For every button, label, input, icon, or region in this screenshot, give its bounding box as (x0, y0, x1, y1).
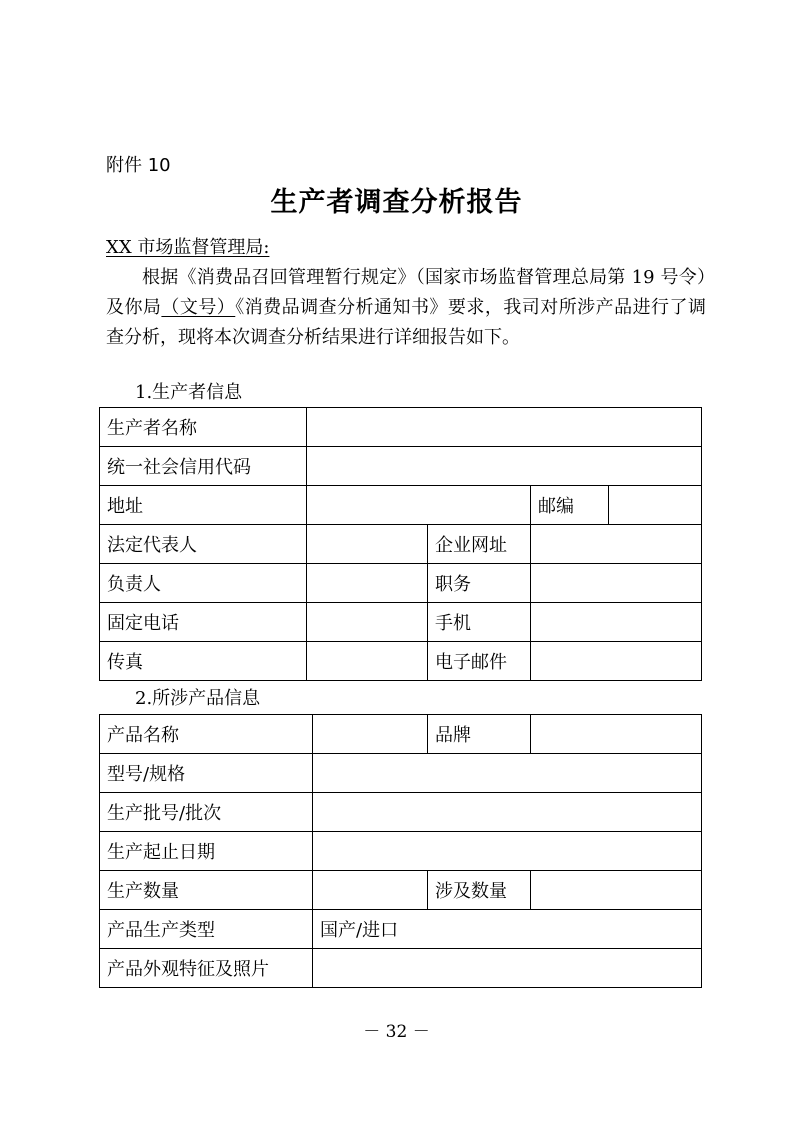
postcode-label: 邮编 (531, 486, 609, 525)
production-dates-field[interactable] (313, 832, 702, 871)
website-field[interactable] (531, 525, 702, 564)
batch-label: 生产批号/批次 (100, 793, 313, 832)
position-field[interactable] (531, 564, 702, 603)
document-title: 生产者调查分析报告 (270, 187, 523, 218)
mobile-label: 手机 (428, 603, 531, 642)
legal-rep-field[interactable] (307, 525, 428, 564)
fax-field[interactable] (307, 642, 428, 681)
producer-name-field[interactable] (307, 408, 702, 447)
table-row (100, 871, 702, 910)
involved-quantity-label: 涉及数量 (428, 871, 531, 910)
table-row (100, 447, 702, 486)
producer-name-label: 生产者名称 (100, 408, 307, 447)
mobile-field[interactable] (531, 603, 702, 642)
production-type-value[interactable]: 国产/进口 (313, 910, 702, 949)
table-row (100, 832, 702, 871)
address-label: 地址 (100, 486, 307, 525)
email-label: 电子邮件 (428, 642, 531, 681)
product-name-field[interactable] (313, 715, 428, 754)
table-row (100, 564, 702, 603)
legal-rep-label: 法定代表人 (100, 525, 307, 564)
intro-paragraph (106, 263, 706, 353)
production-type-label: 产品生产类型 (100, 910, 313, 949)
table-row (100, 408, 702, 447)
attachment-label: 附件 10 (106, 155, 171, 176)
table-row (100, 486, 702, 525)
credit-code-field[interactable] (307, 447, 702, 486)
table-row (100, 793, 702, 832)
table-row (100, 715, 702, 754)
product-info-table (99, 714, 702, 988)
quantity-label: 生产数量 (100, 871, 313, 910)
model-field[interactable] (313, 754, 702, 793)
brand-field[interactable] (531, 715, 702, 754)
brand-label: 品牌 (428, 715, 531, 754)
position-label: 职务 (428, 564, 531, 603)
appearance-field[interactable] (313, 949, 702, 988)
website-label: 企业网址 (428, 525, 531, 564)
table-row (100, 949, 702, 988)
paragraph-part1: 根据《消费品召回管理暂行规定》（国家市场监督管理总局第 19 号令）及你局 (106, 267, 706, 318)
phone-label: 固定电话 (100, 603, 307, 642)
batch-field[interactable] (313, 793, 702, 832)
address-field[interactable] (307, 486, 531, 525)
production-dates-label: 生产起止日期 (100, 832, 313, 871)
table-row (100, 603, 702, 642)
phone-field[interactable] (307, 603, 428, 642)
quantity-field[interactable] (313, 871, 428, 910)
table-row (100, 642, 702, 681)
document-number-blank: （文号） (161, 297, 236, 318)
page-number: － 32 － (363, 1022, 430, 1042)
section-2-heading: 2.所涉产品信息 (135, 688, 261, 709)
fax-label: 传真 (100, 642, 307, 681)
producer-info-table (99, 407, 702, 681)
involved-quantity-field[interactable] (531, 871, 702, 910)
model-label: 型号/规格 (100, 754, 313, 793)
appearance-label: 产品外观特征及照片 (100, 949, 313, 988)
postcode-field[interactable] (609, 486, 702, 525)
product-name-label: 产品名称 (100, 715, 313, 754)
person-in-charge-field[interactable] (307, 564, 428, 603)
credit-code-label: 统一社会信用代码 (100, 447, 307, 486)
table-row (100, 910, 702, 949)
addressee-text: XX 市场监督管理局: (106, 237, 270, 258)
addressee (106, 233, 706, 263)
email-field[interactable] (531, 642, 702, 681)
paragraph-part2: 《消费品调查分析通知书》要求，我司对所涉产品进行了调查分析，现将本次调查分析结果进行详细报告如下。 (106, 297, 706, 348)
table-row (100, 525, 702, 564)
section-1-heading: 1.生产者信息 (135, 382, 243, 403)
table-row (100, 754, 702, 793)
person-in-charge-label: 负责人 (100, 564, 307, 603)
